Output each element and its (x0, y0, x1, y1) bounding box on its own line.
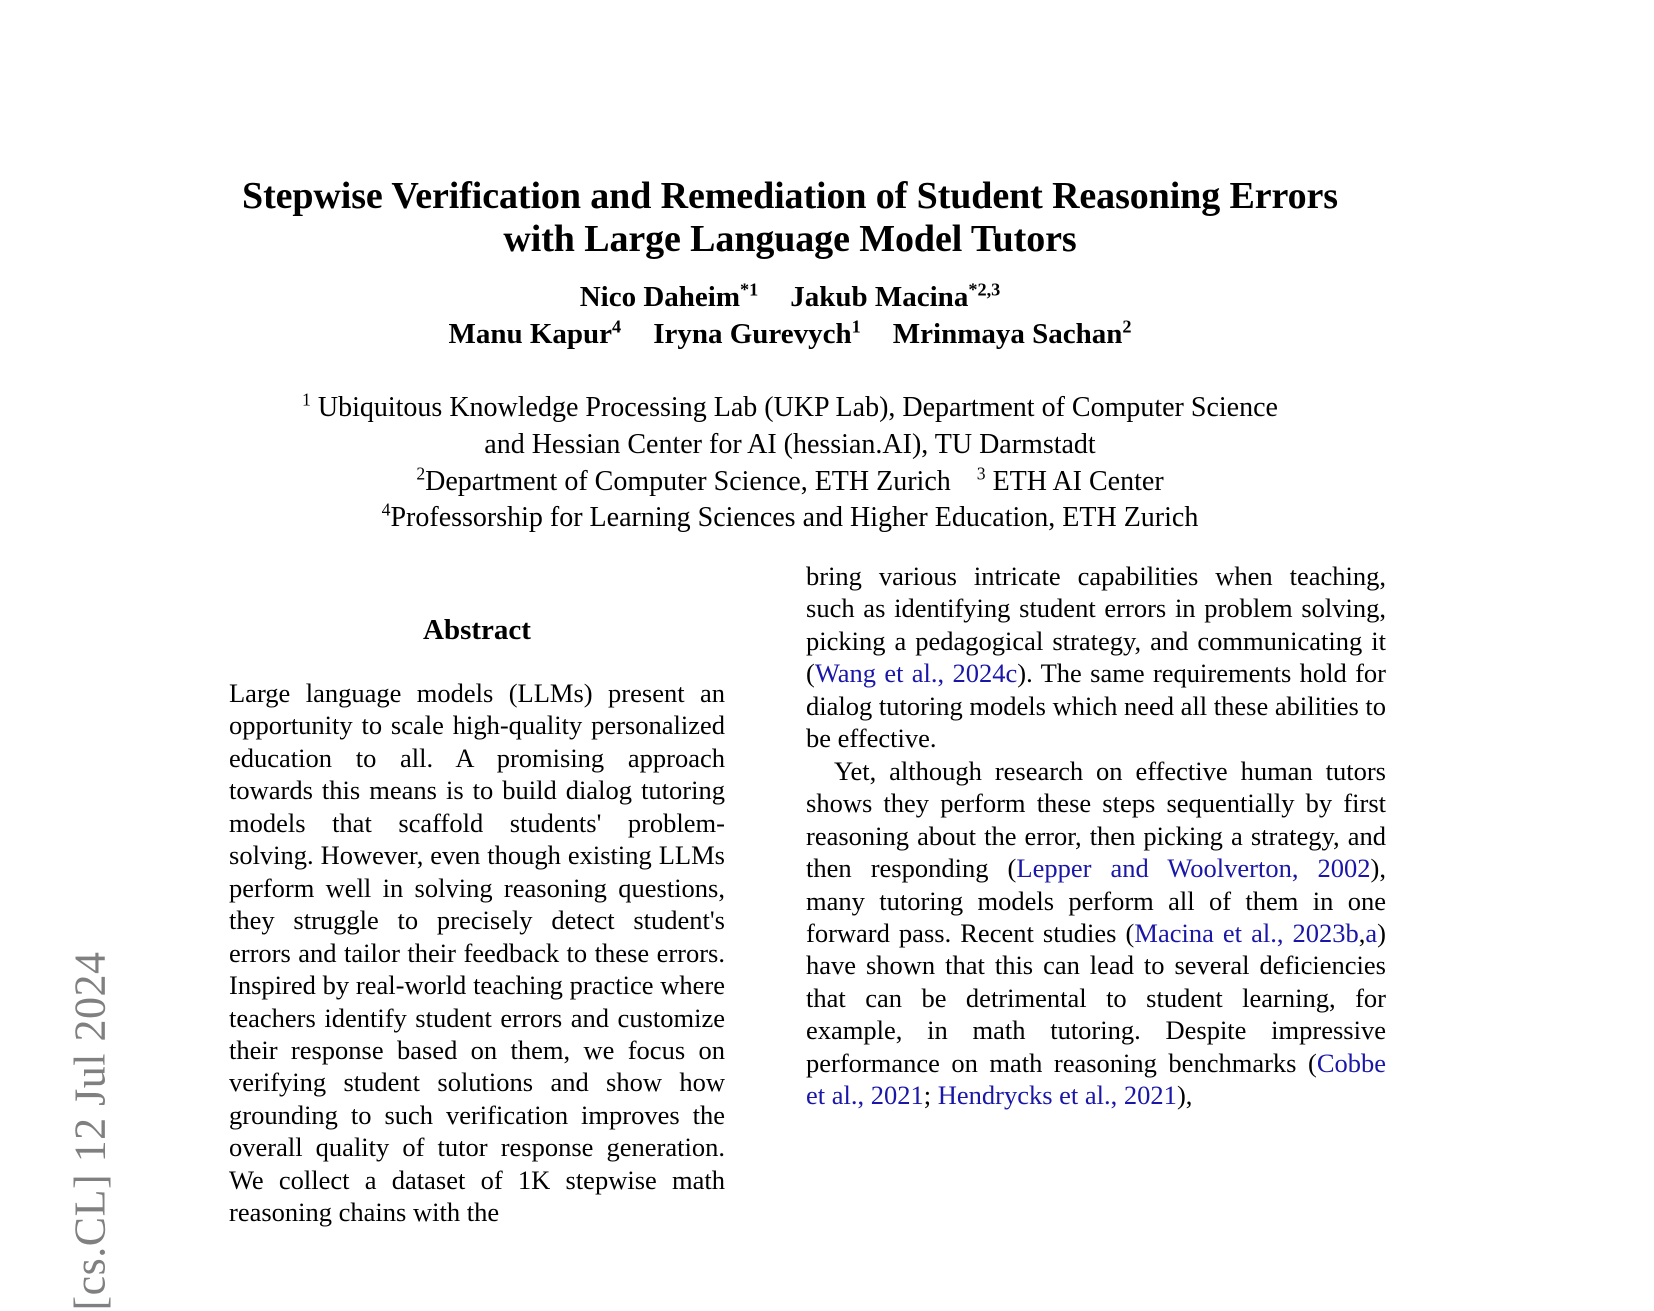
intro-p2-seg-2: ), many tutoring models perform all of them in one forward pass. Recent studies ( (806, 853, 1386, 948)
intro-p2-seg-4: ; (923, 1080, 938, 1111)
author-affiliation-marks: 1 (851, 316, 861, 337)
author-jakub-macina (790, 279, 1000, 316)
abstract-heading: Abstract (423, 614, 531, 646)
author-affiliation-marks: *1 (739, 279, 759, 300)
intro-p2-seg-1: Yet, although research on effective human tutors shows they perform these steps sequentially by first reasoning about the error, then picking a strategy, and then responding ( (806, 755, 1386, 884)
title-line-1: Stepwise Verification and Remediation of Student Reasoning Errors (242, 175, 1338, 217)
two-column-region (0, 560, 1654, 1250)
affiliation-mark: 4 (381, 500, 391, 521)
title-line-2: with Large Language Model Tutors (503, 217, 1077, 260)
affiliation-list (190, 390, 1390, 537)
affiliation-1-cont (190, 427, 1390, 464)
affiliation-mark: 2 (416, 463, 426, 484)
author-affiliation-marks: *2,3 (968, 279, 1001, 300)
citation-cobbe-2021[interactable]: Cobbe et al., 2021 (806, 1047, 1386, 1111)
citation-hendrycks-2021[interactable]: Hendrycks et al., 2021 (937, 1080, 1177, 1111)
intro-paragraph-1 (806, 560, 1386, 755)
author-iryna-gurevych (653, 316, 861, 353)
affiliation-mark: 3 (976, 463, 986, 484)
author-name: Iryna Gurevych (653, 318, 852, 351)
author-affiliation-marks: 4 (612, 316, 622, 337)
title-block (220, 175, 1360, 260)
right-column (806, 560, 1386, 1112)
affiliation-mark: 1 (302, 389, 311, 410)
author-manu-kapur (448, 316, 621, 353)
page-title (220, 175, 1360, 260)
citation-lepper-woolverton-2002[interactable]: Lepper and Woolverton, 2002 (1016, 853, 1371, 884)
intro-p2-seg-3: ) have shown that this can lead to several deficiencies that can be detrimental to student learning, for example, in math tutoring. Despite impressive performance on math reasoning benchmarks ( (806, 917, 1386, 1078)
affiliation-text: Ubiquitous Knowledge Processing Lab (UKP Lab), Department of Computer Science (317, 392, 1278, 423)
intro-p2-seg-2b: , (1358, 917, 1366, 948)
intro-p1-text-after-citation: ). The same requirements hold for dialog tutoring models which need all these abilities to be effective. (806, 658, 1387, 754)
abstract-body: Large language models (LLMs) present an opportunity to scale high-quality personalized education to all. A promising approach towards this means is to build dialog tutoring models that scaffold students' problem-solving. However, even though existing LLMs perform well in solving reasoning questions, they struggle to precisely detect student's errors and tailor their feedback to these errors. Inspired by real-world teaching practice where teachers identify student errors and customize their response based on them, we focus on verifying student solutions and show how grounding to such verification improves the overall quality of tutor response generation. We collect a dataset of 1K stepwise math reasoning chains with the (229, 678, 725, 1228)
citation-macina-2023b[interactable]: Macina et al., 2023b (1134, 917, 1359, 948)
intro-p1-text-before-citation: bring various intricate capabilities when teaching, such as identifying student errors in problem solving, picking a pedagogical strategy, and communicating it ( (806, 561, 1386, 689)
author-affiliation-marks: 2 (1122, 316, 1132, 337)
citation-wang-2024c[interactable]: Wang et al., 2024c (814, 658, 1018, 689)
author-nico-daheim (580, 279, 759, 316)
author-row-2 (220, 316, 1360, 353)
affiliation-4 (190, 500, 1390, 537)
affiliation-text: ETH AI Center (992, 465, 1164, 497)
citation-macina-2023a[interactable]: a (1365, 917, 1378, 948)
affiliation-text: and Hessian Center for AI (hessian.AI), TU Darmstadt (484, 428, 1096, 460)
author-mrinmaya-sachan (893, 316, 1132, 353)
affiliation-1 (190, 390, 1390, 427)
author-list (220, 279, 1360, 353)
author-name: Nico Daheim (579, 281, 740, 313)
author-name: Mrinmaya Sachan (892, 318, 1123, 351)
affiliation-2-and-3 (190, 464, 1390, 501)
author-row-1 (220, 279, 1360, 316)
left-column (229, 560, 725, 1229)
affiliation-text: Professorship for Learning Sciences and Higher Education, ETH Zurich (390, 502, 1199, 534)
author-name: Jakub Macina (790, 281, 969, 313)
affiliation-text: Department of Computer Science, ETH Zurich (425, 465, 951, 497)
author-name: Manu Kapur (448, 318, 613, 351)
intro-p2-seg-5: ), (1176, 1080, 1193, 1111)
arxiv-stamp-text: [cs.CL] 12 Jul 2024 (65, 951, 115, 1311)
intro-paragraph-2 (806, 755, 1386, 1112)
